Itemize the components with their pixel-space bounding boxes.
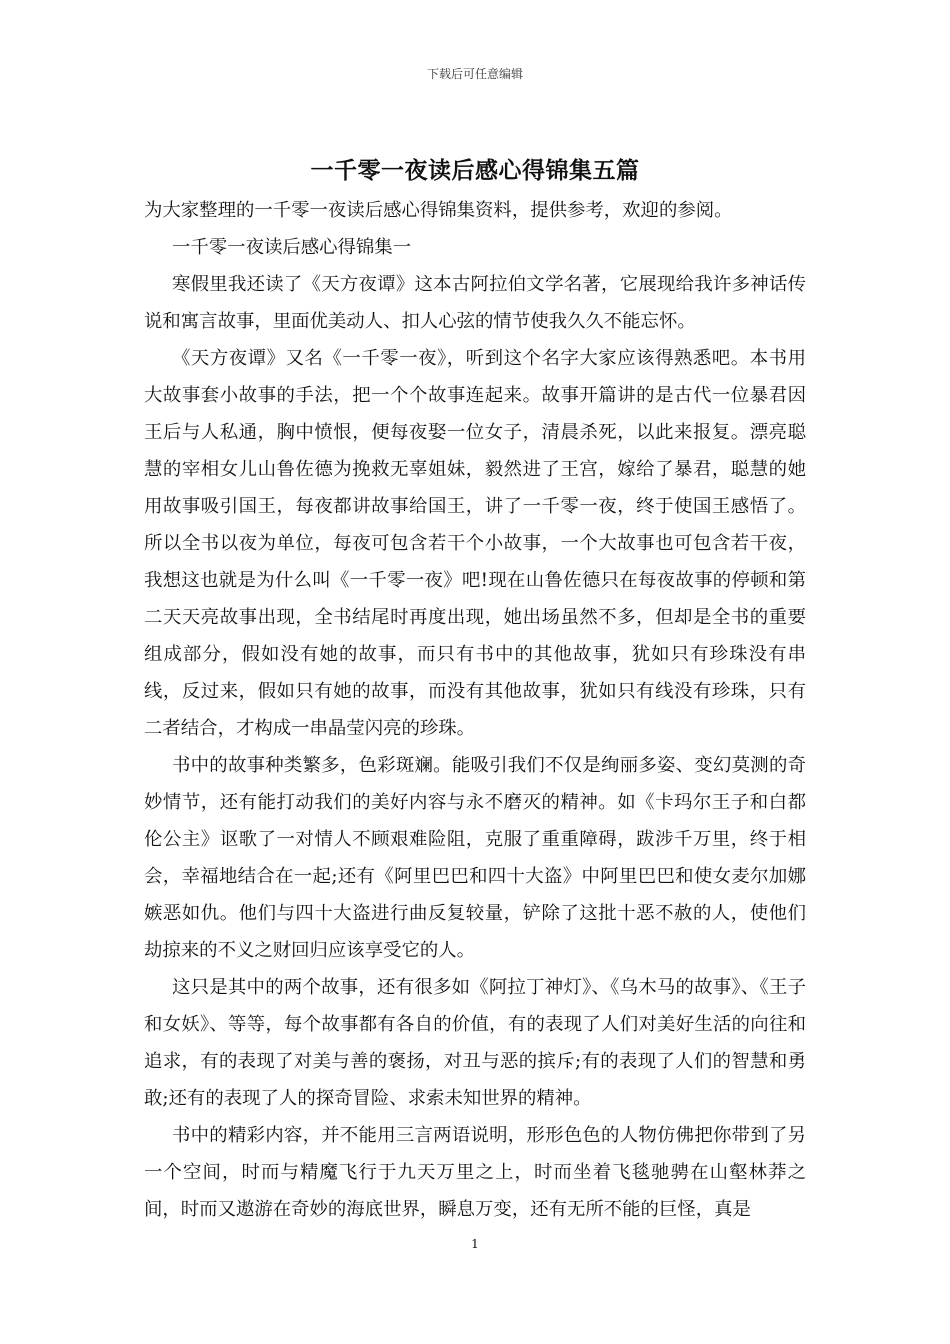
section-heading: 一千零一夜读后感心得锦集一 <box>172 237 412 258</box>
body-paragraph: 这只是其中的两个故事，还有很多如《阿拉丁神灯》、《乌木马的故事》、《王子和女妖》、等等，每个故事都有各自的价值，有的表现了人们对美好生活的向往和追求，有的表现了对美与善的褒扬，对丑与恶的摈斥;有的表现了人们的智慧和勇敢;还有的表现了人的探奇冒险、求索未知世界的精神。 <box>144 977 806 1109</box>
document-body <box>144 192 806 1228</box>
body-paragraph: 寒假里我还读了《天方夜谭》这本古阿拉伯文学名著，它展现给我许多神话传说和寓言故事，里面优美动人、扣人心弦的情节使我久久不能忘怀。 <box>144 274 806 332</box>
body-paragraph: 书中的精彩内容，并不能用三言两语说明，形形色色的人物仿佛把你带到了另一个空间，时而与精魔飞行于九天万里之上，时而坐着飞毯驰骋在山壑林莽之间，时而又遨游在奇妙的海底世界，瞬息万变，还有无所不能的巨怪，真是 <box>144 1125 806 1220</box>
document-title: 一千零一夜读后感心得锦集五篇 <box>310 157 640 184</box>
page-header: 下载后可任意编辑 <box>426 67 523 81</box>
page-number: 1 <box>471 1237 479 1251</box>
intro-paragraph: 为大家整理的一千零一夜读后感心得锦集资料，提供参考，欢迎的参阅。 <box>144 200 733 221</box>
body-paragraph: 书中的故事种类繁多，色彩斑斓。能吸引我们不仅是绚丽多姿、变幻莫测的奇妙情节，还有能打动我们的美好内容与永不磨灭的精神。如《卡玛尔王子和白都伦公主》讴歌了一对情人不顾艰难险阻，克服了重重障碍，跋涉千万里，终于相会，幸福地结合在一起;还有《阿里巴巴和四十大盗》中阿里巴巴和使女麦尔加娜嫉恶如仇。他们与四十大盗进行曲反复较量，铲除了这批十恶不赦的人，使他们劫掠来的不义之财回归应该享受它的人。 <box>144 755 806 961</box>
body-paragraph: 《天方夜谭》又名《一千零一夜》，听到这个名字大家应该得熟悉吧。本书用大故事套小故事的手法，把一个个故事连起来。故事开篇讲的是古代一位暴君因王后与人私通，胸中愤恨，便每夜娶一位女子，清晨杀死，以此来报复。漂亮聪慧的宰相女儿山鲁佐德为挽救无辜姐妹，毅然进了王宫，嫁给了暴君，聪慧的她用故事吸引国王，每夜都讲故事给国王，讲了一千零一夜，终于使国王感悟了。所以全书以夜为单位，每夜可包含若干个小故事，一个大故事也可包含若干夜，我想这也就是为什么叫《一千零一夜》吧!现在山鲁佐德只在每夜故事的停顿和第二天天亮故事出现，全书结尾时再度出现，她出场虽然不多，但却是全书的重要组成部分，假如没有她的故事，而只有书中的其他故事，犹如只有珍珠没有串线，反过来，假如只有她的故事，而没有其他故事，犹如只有线没有珍珠，只有二者结合，才构成一串晶莹闪亮的珍珠。 <box>144 348 806 739</box>
